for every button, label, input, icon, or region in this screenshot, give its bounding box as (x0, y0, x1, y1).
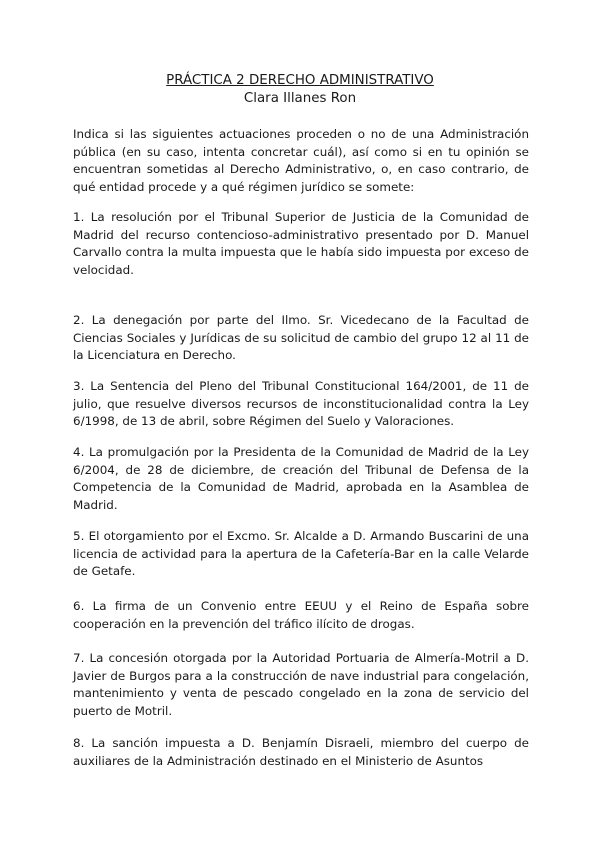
item-1: 1. La resolución por el Tribunal Superior de Justicia de la Comunidad de Madrid del recurso contencioso-administrativo presentado por D. Manuel Carvallo contra la multa impuesta que le había sido impuesta por exceso de velocidad. (73, 210, 529, 277)
document-author: Clara Illanes Ron (243, 91, 357, 106)
item-3: 3. La Sentencia del Pleno del Tribunal Constitucional 164/2001, de 11 de julio, que resuelve diversos recursos de inconstitucionalidad contra la Ley 6/1998, de 13 de abril, sobre Régimen del Suelo y Valoraciones. (73, 379, 529, 429)
item-4: 4. La promulgación por la Presidenta de la Comunidad de Madrid de la Ley 6/2004, de 28 de diciembre, de creación del Tribunal de Defensa de la Competencia de la Comunidad de Madrid, aprobada en la Asamblea de Madrid. (73, 445, 529, 512)
item-7: 7. La concesión otorgada por la Autoridad Portuaria de Almería-Motril a D. Javier de Burgos para a la construcción de nave industrial para congelación, mantenimiento y venta de pescado congelado en la zona de servicio del puerto de Motril. (73, 651, 529, 718)
item-2: 2. La denegación por parte del Ilmo. Sr. Vicedecano de la Facultad de Ciencias Sociales y Jurídicas de su solicitud de cambio del grupo 12 al 11 de la Licenciatura en Derecho. (73, 313, 529, 363)
item-8: 8. La sanción impuesta a D. Benjamín Disraeli, miembro del cuerpo de auxiliares de la Administración destinado en el Ministerio de Asuntos (73, 736, 529, 768)
item-6: 6. La firma de un Convenio entre EEUU y el Reino de España sobre cooperación en la prevención del tráfico ilícito de drogas. (73, 599, 529, 631)
intro-paragraph: Indica si las siguientes actuaciones proceden o no de una Administración pública (en su caso, intenta concretar cuál), así como si en tu opinión se encuentran sometidas al Derecho Administrativo, o, en caso contrario, de qué entidad procede y a qué régimen jurídico se somete: (73, 127, 529, 194)
document-title: PRÁCTICA 2 DERECHO ADMINISTRATIVO (166, 73, 434, 88)
item-5: 5. El otorgamiento por el Excmo. Sr. Alcalde a D. Armando Buscarini de una licencia de actividad para la apertura de la Cafetería-Bar en la calle Velarde de Getafe. (73, 529, 529, 579)
